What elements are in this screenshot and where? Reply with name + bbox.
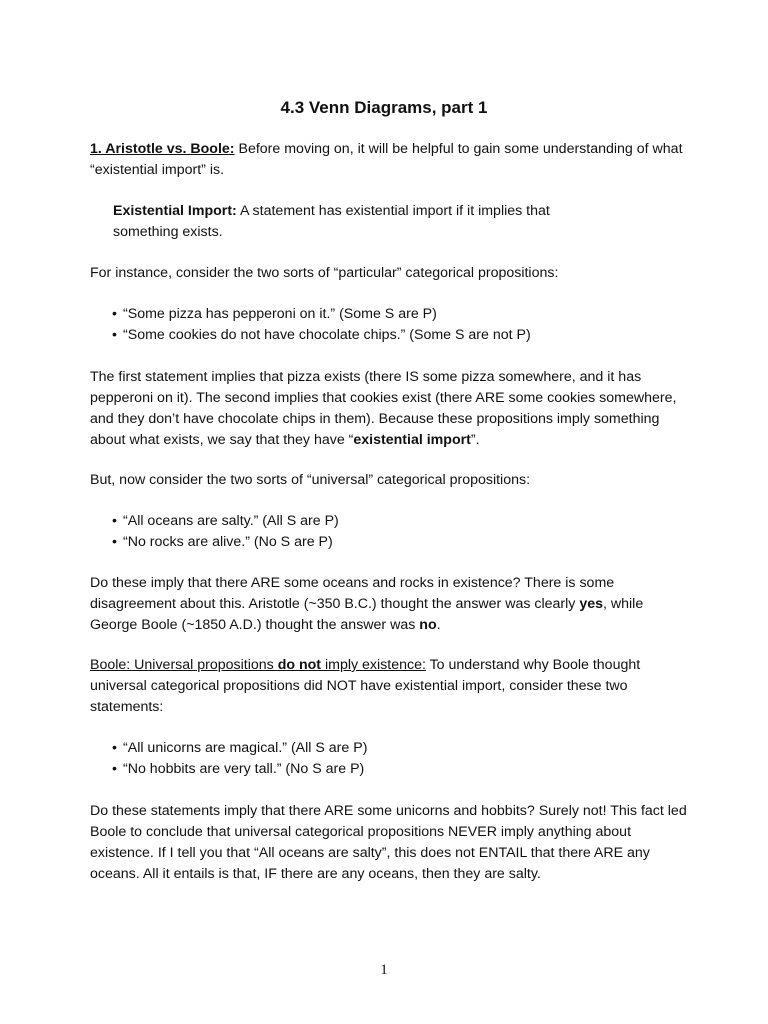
boole-text: To understand why Boole thought universal categorical propositions did NOT have existential import, consider these two statements: [90, 657, 641, 715]
list-item [112, 304, 672, 325]
boole-heading-part2: imply existence: [321, 657, 426, 673]
boole-paragraph [90, 655, 690, 718]
explanation-end: ”. [470, 432, 480, 448]
explanation-bold: existential import [353, 432, 471, 448]
explanation-text: The first statement implies that pizza exists (there IS some pizza somewhere, and it has pepperoni on it). The second implies that cookies exist (there ARE some cookies somewhere, and they don’t have chocolate chips in them). Because these propositions imply something about what exists, we say that they have “ [90, 369, 677, 448]
conclusion-paragraph: Do these statements imply that there ARE some unicorns and hobbits? Surely not! This fact led Boole to conclude that universal categorical propositions NEVER imply anything about existence. If I tell you that “All oceans are salty”, this does not ENTAIL that there ARE any oceans. All it entails is that, IF there are any oceans, then they are salty. [90, 803, 687, 882]
list-item-text: “All unicorns are magical.” (All S are P) [123, 740, 368, 756]
definition-term: Existential Import: [113, 203, 237, 219]
particular-intro: For instance, consider the two sorts of “particular” categorical propositions: [90, 265, 559, 281]
section-heading: 1. Aristotle vs. Boole: [90, 141, 235, 157]
section-intro-paragraph [90, 139, 690, 181]
disagreement-paragraph [90, 573, 690, 636]
list-item-text: “No rocks are alive.” (No S are P) [123, 534, 333, 550]
universal-list [112, 511, 672, 553]
page-title: 4.3 Venn Diagrams, part 1 [280, 98, 488, 117]
yes-answer: yes [579, 596, 604, 612]
list-item [112, 759, 672, 780]
bullet-icon: • [112, 306, 117, 322]
list-item-text: “Some cookies do not have chocolate chips.” (Some S are not P) [123, 327, 531, 343]
boole-heading-part1: Boole: Universal propositions [90, 657, 278, 673]
list-item-text: “No hobbits are very tall.” (No S are P) [123, 761, 365, 777]
disagreement-end: . [436, 617, 441, 633]
boole-heading [90, 657, 426, 673]
section-intro-text: Before moving on, it will be helpful to gain some understanding of what “existential import” is. [90, 141, 683, 178]
definition-text: A statement has existential import if it implies that something exists. [113, 203, 550, 240]
definition-block [113, 201, 593, 243]
list-item [112, 532, 672, 553]
list-item [112, 325, 672, 346]
disagreement-text: Do these imply that there ARE some oceans and rocks in existence? There is some disagreement about this. Aristotle (~350 B.C.) thought the answer was clearly [90, 575, 615, 612]
list-item-text: “Some pizza has pepperoni on it.” (Some S are P) [123, 306, 437, 322]
bullet-icon: • [112, 740, 117, 756]
disagreement-middle: , while George Boole (~1850 A.D.) thought the answer was [90, 596, 644, 633]
bullet-icon: • [112, 327, 117, 343]
list-item [112, 511, 672, 532]
list-item [112, 738, 672, 759]
bullet-icon: • [112, 761, 117, 777]
no-answer: no [419, 617, 437, 633]
bullet-icon: • [112, 513, 117, 529]
bullet-icon: • [112, 534, 117, 550]
universal-intro: But, now consider the two sorts of “universal” categorical propositions: [90, 472, 531, 488]
particular-list [112, 304, 672, 346]
page-number: 1 [380, 962, 388, 978]
particular-explanation [90, 367, 690, 451]
boole-heading-bold: do not [277, 657, 322, 673]
list-item-text: “All oceans are salty.” (All S are P) [123, 513, 339, 529]
boole-list [112, 738, 672, 780]
